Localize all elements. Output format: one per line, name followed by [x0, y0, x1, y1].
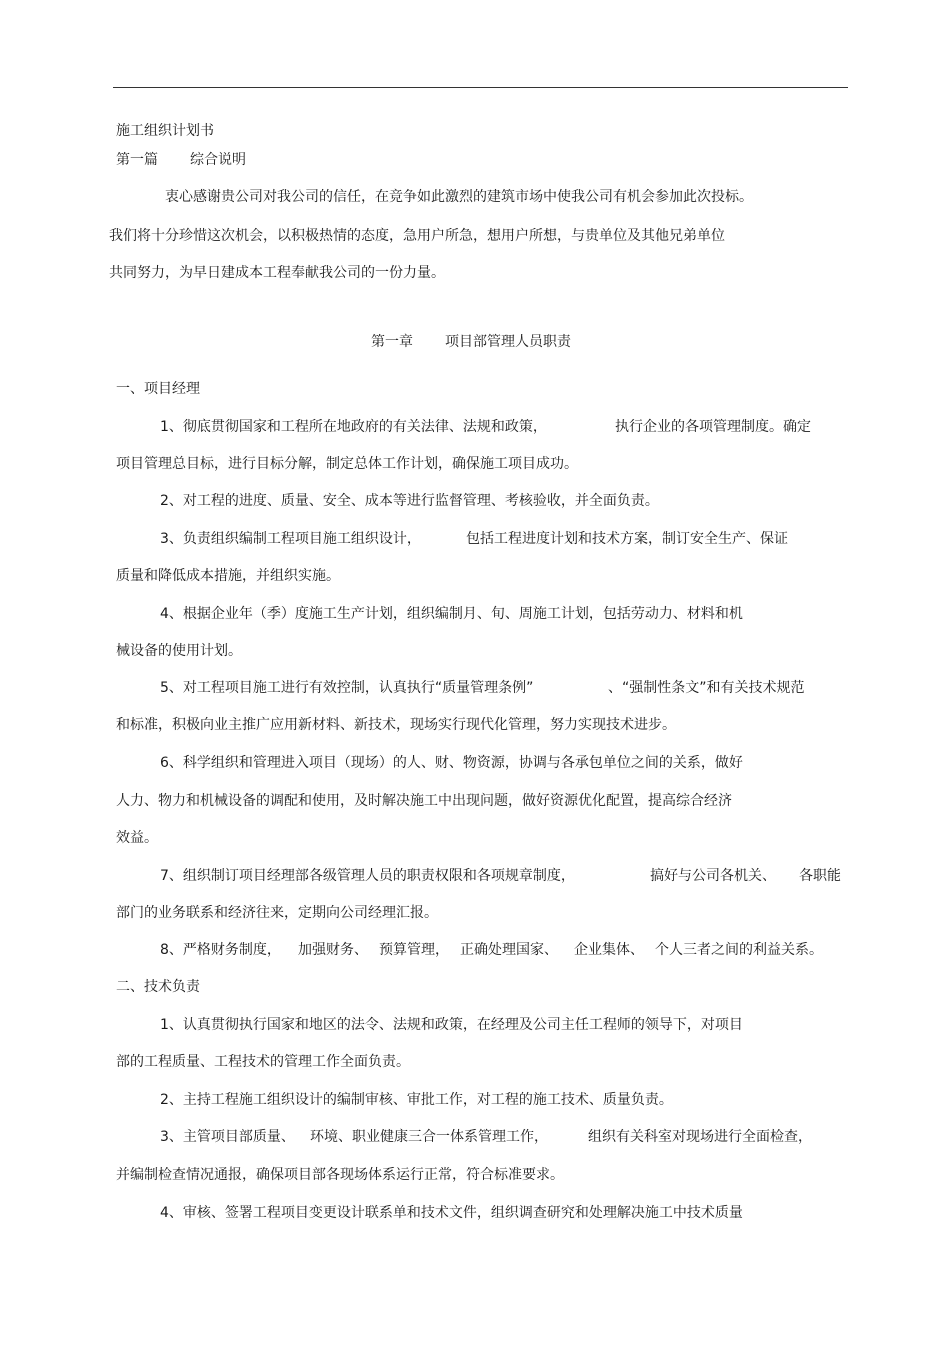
pm-item-7-line-1a: 7、组织制订项目经理部各级管理人员的职责权限和各项规章制度， [160, 868, 575, 884]
section-heading-technical-lead: 二、技术负责 [116, 979, 200, 995]
tl-item-3-line-1a: 3、主管项目部质量、 [160, 1129, 295, 1145]
header-rule [113, 87, 848, 88]
pm-item-5-line-1b: 、“强制性条文”和有关技术规范 [608, 680, 805, 696]
pm-item-5-line-2: 和标准，积极向业主推广应用新材料、新技术，现场实行现代化管理，努力实现技术进步。 [116, 717, 676, 733]
pm-item-8-part-2: 加强财务、 [298, 942, 368, 958]
pm-item-8-part-1: 8、严格财务制度， [160, 942, 281, 958]
intro-line-2: 我们将十分珍惜这次机会，以积极热情的态度，急用户所急，想用户所想，与贵单位及其他兄弟单位 [109, 228, 725, 244]
tl-item-3-line-1b: 环境、职业健康三合一体系管理工作， [310, 1129, 548, 1145]
intro-line-3: 共同努力，为早日建成本工程奉献我公司的一份力量。 [109, 265, 445, 281]
pm-item-8-part-3: 预算管理， [379, 942, 449, 958]
tl-item-1-line-2: 部的工程质量、工程技术的管理工作全面负责。 [116, 1054, 410, 1070]
pm-item-7-line-2: 部门的业务联系和经济往来，定期向公司经理汇报。 [116, 905, 438, 921]
part-heading [116, 151, 246, 169]
chapter-title: 项目部管理人员职责 [445, 334, 571, 350]
pm-item-6-line-3: 效益。 [116, 830, 158, 846]
chapter-heading [371, 333, 571, 351]
pm-item-1-line-1a: 1、彻底贯彻国家和工程所在地政府的有关法律、法规和政策， [160, 419, 547, 435]
pm-item-1-line-2: 项目管理总目标，进行目标分解，制定总体工作计划，确保施工项目成功。 [116, 456, 578, 472]
pm-item-7-line-1c: 各职能 [799, 868, 841, 884]
part-title: 综合说明 [190, 152, 246, 168]
pm-item-1-line-1b: 执行企业的各项管理制度。确定 [615, 419, 811, 435]
document-title: 施工组织计划书 [116, 123, 214, 139]
pm-item-8-part-5: 企业集体、 [574, 942, 644, 958]
tl-item-4-line-1: 4、审核、签署工程项目变更设计联系单和技术文件，组织调查研究和处理解决施工中技术质量 [160, 1205, 743, 1221]
pm-item-8-part-6: 个人三者之间的利益关系。 [655, 942, 823, 958]
section-heading-project-manager: 一、项目经理 [116, 381, 200, 397]
tl-item-1-line-1: 1、认真贯彻执行国家和地区的法令、法规和政策，在经理及公司主任工程师的领导下，对项目 [160, 1017, 743, 1033]
tl-item-3-line-1c: 组织有关科室对现场进行全面检查， [588, 1129, 812, 1145]
pm-item-6-line-2: 人力、物力和机械设备的调配和使用，及时解决施工中出现问题，做好资源优化配置，提高综合经济 [116, 793, 732, 809]
pm-item-7-line-1b: 搞好与公司各机关、 [650, 868, 776, 884]
pm-item-3-line-2: 质量和降低成本措施，并组织实施。 [116, 568, 340, 584]
pm-item-5-line-1a: 5、对工程项目施工进行有效控制，认真执行“质量管理条例” [160, 680, 534, 696]
tl-item-2: 2、主持工程施工组织设计的编制审核、审批工作，对工程的施工技术、质量负责。 [160, 1092, 673, 1108]
pm-item-4-line-1: 4、根据企业年（季）度施工生产计划，组织编制月、旬、周施工计划，包括劳动力、材料和机 [160, 606, 743, 622]
pm-item-6-line-1: 6、科学组织和管理进入项目（现场）的人、财、物资源，协调与各承包单位之间的关系，做好 [160, 755, 743, 771]
pm-item-2: 2、对工程的进度、质量、安全、成本等进行监督管理、考核验收，并全面负责。 [160, 493, 659, 509]
intro-line-1: 衷心感谢贵公司对我公司的信任，在竞争如此激烈的建筑市场中使我公司有机会参加此次投标。 [165, 189, 753, 205]
pm-item-4-line-2: 械设备的使用计划。 [116, 643, 242, 659]
part-label: 第一篇 [116, 152, 158, 168]
tl-item-3-line-2: 并编制检查情况通报，确保项目部各现场体系运行正常，符合标准要求。 [116, 1167, 564, 1183]
pm-item-3-line-1a: 3、负责组织编制工程项目施工组织设计， [160, 531, 421, 547]
pm-item-3-line-1b: 包括工程进度计划和技术方案，制订安全生产、保证 [466, 531, 788, 547]
pm-item-8-part-4: 正确处理国家、 [460, 942, 558, 958]
chapter-label: 第一章 [371, 334, 413, 350]
